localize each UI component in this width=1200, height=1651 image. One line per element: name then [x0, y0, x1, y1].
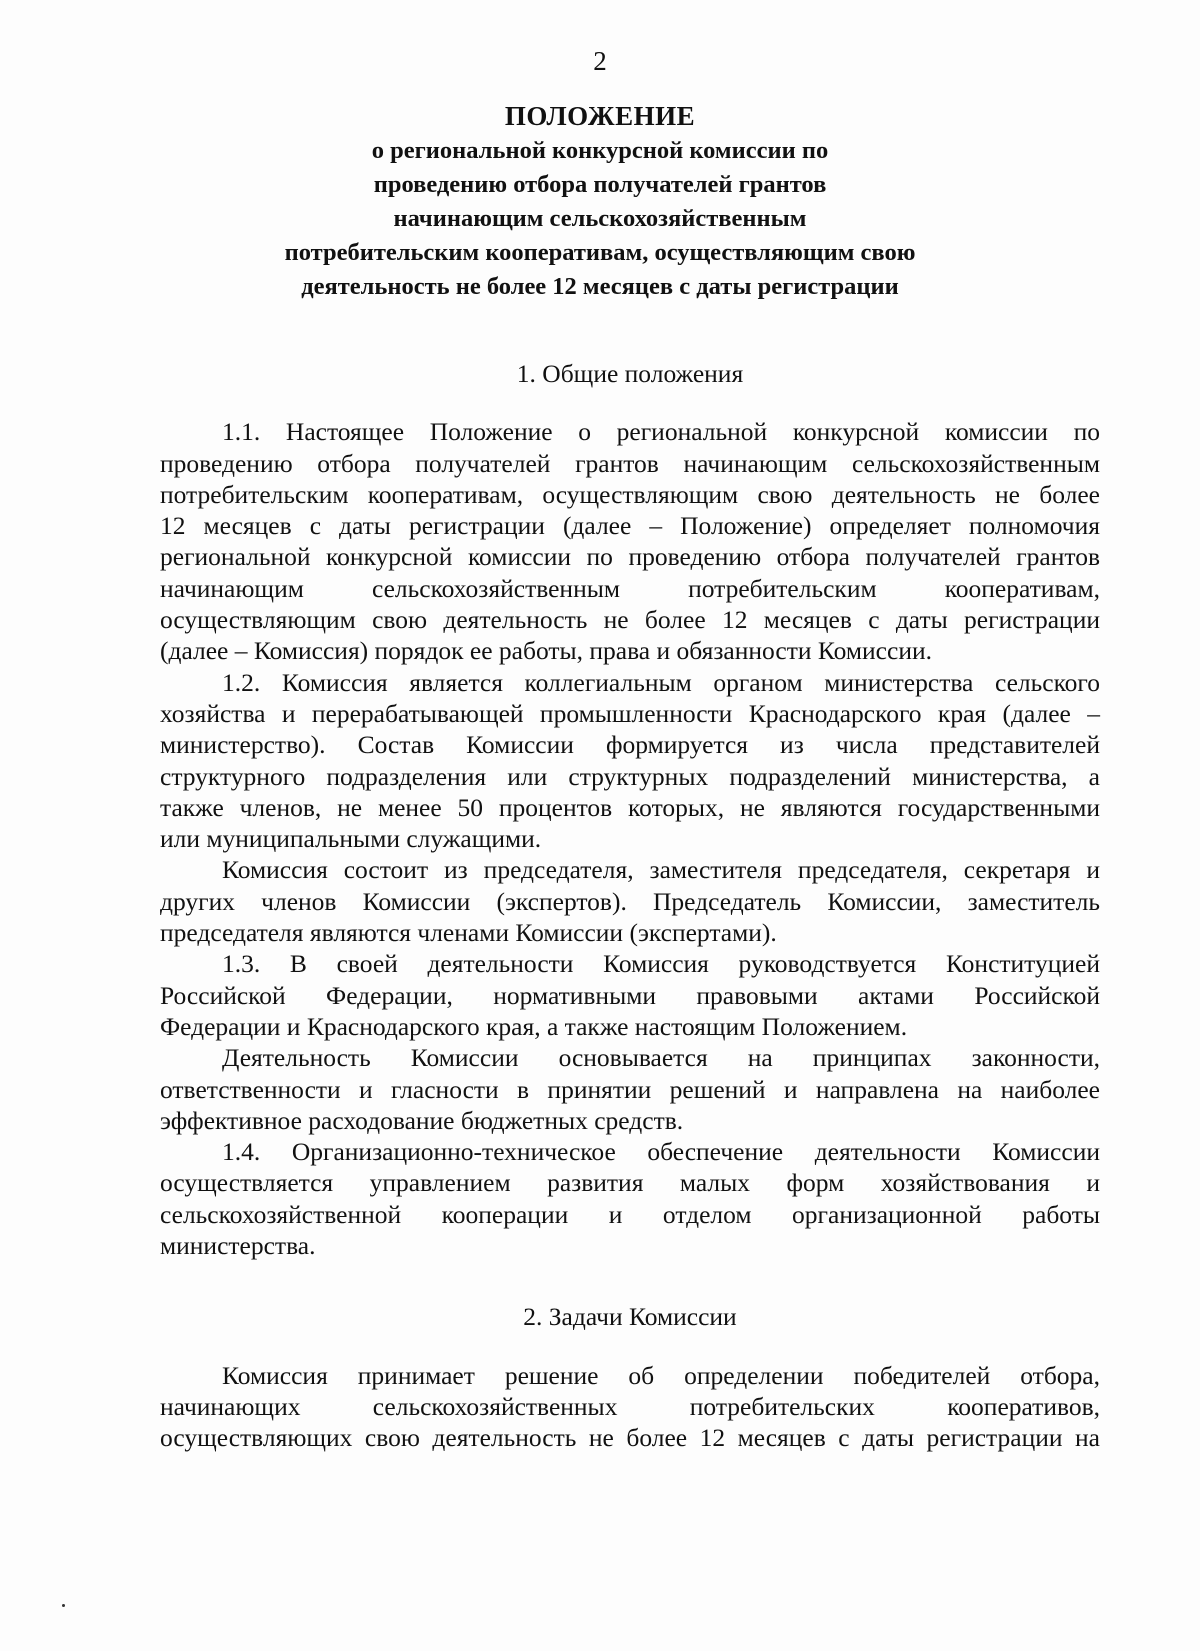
section-heading-tasks: 2. Задачи Комиссии	[523, 1302, 737, 1332]
paragraph-tasks	[160, 1360, 1100, 1454]
document-title: ПОЛОЖЕНИЕ	[504, 101, 696, 131]
paragraph-line: хозяйства и перерабатывающей промышленности Краснодарского края (далее –	[160, 698, 1100, 728]
paragraph-line: (далее – Комиссия) порядок ее работы, права и обязанности Комиссии.	[160, 636, 932, 666]
paragraph-line: других членов Комиссии (экспертов). Председатель Комиссии, заместитель	[160, 886, 1100, 916]
document-body	[160, 358, 1100, 1454]
paragraph-line: осуществляющим свою деятельность не более 12 месяцев с даты регистрации	[160, 605, 1100, 635]
paragraph-1-3	[160, 948, 1100, 1042]
page-number: 2	[593, 46, 607, 76]
paragraph-1-1	[160, 416, 1100, 666]
paragraph-line: Деятельность Комиссии основывается на принципах законности,	[222, 1043, 1100, 1073]
paragraph-line: региональной конкурсной комиссии по проведению отбора получателей грантов	[160, 542, 1100, 572]
paragraph-commission-composition	[160, 854, 1100, 948]
paragraph-line: 12 месяцев с даты регистрации (далее – Положение) определяет полномочия	[160, 511, 1100, 541]
title-line: потребительским кооперативам, осуществляющим свою	[284, 239, 916, 266]
paragraph-line: Комиссия принимает решение об определении победителей отбора,	[222, 1360, 1100, 1390]
paragraph-line: Федерации и Краснодарского края, а также настоящим Положением.	[160, 1011, 908, 1041]
title-line: деятельность не более 12 месяцев с даты регистрации	[301, 273, 899, 300]
paragraph-line: структурного подразделения или структурных подразделений министерства, а	[160, 761, 1100, 791]
paragraph-line: 1.1. Настоящее Положение о региональной конкурсной комиссии по	[222, 417, 1100, 447]
paragraph-commission-principles	[160, 1042, 1100, 1136]
paragraph-1-2	[160, 667, 1100, 855]
paragraph-line: потребительским кооперативам, осуществляющим свою деятельность не более	[160, 479, 1100, 509]
title-line: начинающим сельскохозяйственным	[393, 205, 807, 232]
paragraph-line: 1.4. Организационно-техническое обеспечение деятельности Комиссии	[222, 1137, 1100, 1167]
paragraph-line: эффективное расходование бюджетных средств.	[160, 1105, 684, 1135]
title-line: проведению отбора получателей грантов	[373, 171, 827, 198]
paragraph-line: министерство). Состав Комиссии формируется из числа представителей	[160, 730, 1100, 760]
paragraph-line: министерства.	[160, 1231, 316, 1261]
section-heading-general: 1. Общие положения	[516, 359, 744, 388]
paragraph-line: начинающим сельскохозяйственным потребительским кооперативам,	[160, 573, 1100, 603]
spacer	[160, 389, 1100, 416]
paragraph-1-4	[160, 1136, 1100, 1261]
paragraph-line: председателя являются членами Комиссии (экспертами).	[160, 918, 777, 948]
paragraph-line: 1.3. В своей деятельности Комиссия руководствуется Конституцией	[222, 949, 1100, 979]
paragraph-line: или муниципальными служащими.	[160, 824, 542, 854]
spacer	[160, 1333, 1100, 1360]
paragraph-line: ответственности и гласности в принятии решений и направлена на наиболее	[160, 1074, 1100, 1104]
paragraph-line: Комиссия состоит из председателя, заместителя председателя, секретаря и	[222, 855, 1100, 885]
paragraph-line: 1.2. Комиссия является коллегиальным органом министерства сельского	[222, 667, 1100, 697]
paragraph-line: осуществляющих свою деятельность не более 12 месяцев с даты регистрации на	[160, 1423, 1100, 1453]
scan-speck	[62, 1604, 65, 1607]
paragraph-line: Российской Федерации, нормативными правовыми актами Российской	[160, 980, 1100, 1010]
document-title-block	[200, 98, 1000, 304]
spacer	[160, 1261, 1100, 1301]
paragraph-line: осуществляется управлением развития малых форм хозяйствования и	[160, 1168, 1100, 1198]
paragraph-line: проведению отбора получателей грантов начинающим сельскохозяйственным	[160, 448, 1100, 478]
paragraph-line: начинающих сельскохозяйственных потребительских кооперативов,	[160, 1391, 1100, 1421]
paragraph-line: сельскохозяйственной кооперации и отделом организационной работы	[160, 1199, 1100, 1229]
paragraph-line: также членов, не менее 50 процентов которых, не являются государственными	[160, 792, 1100, 822]
title-line: о региональной конкурсной комиссии по	[371, 137, 829, 164]
